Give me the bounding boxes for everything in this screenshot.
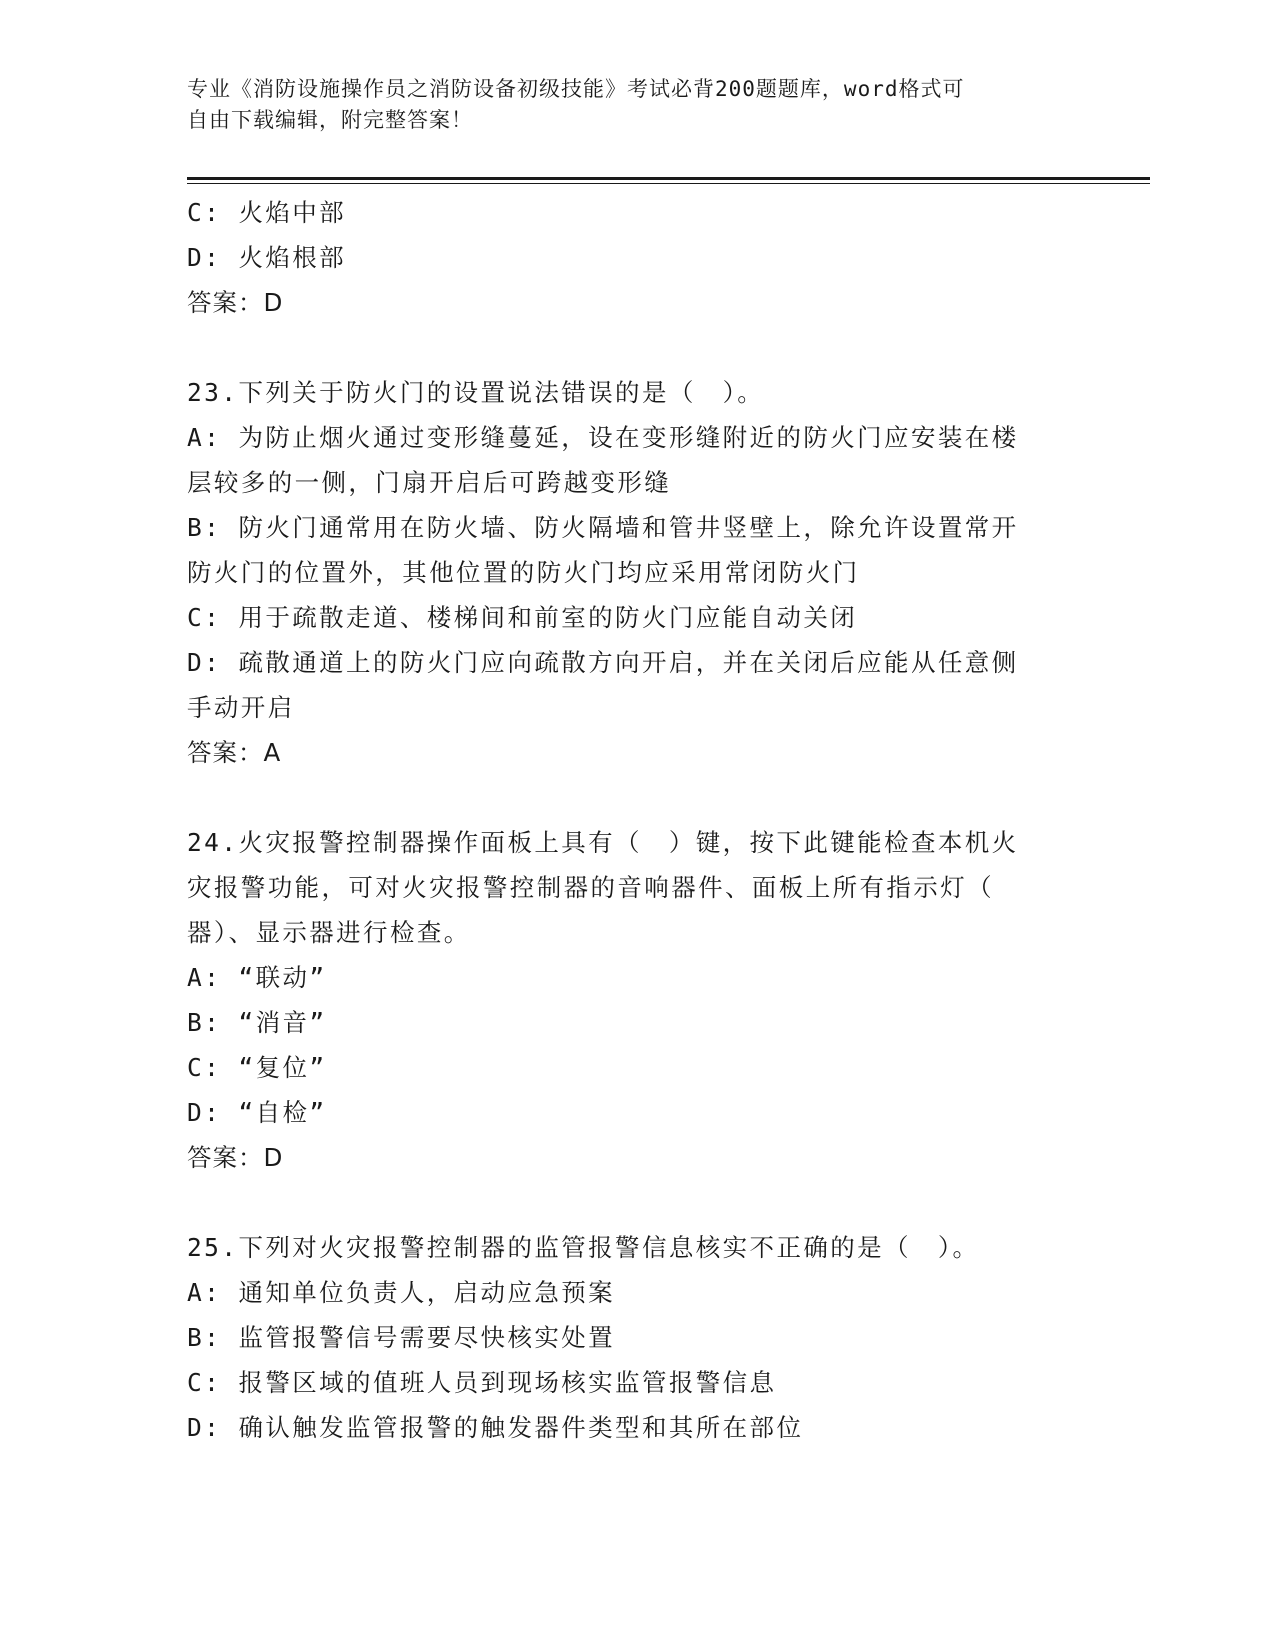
option-b-line-1: B: 防火门通常用在防火墙、防火隔墙和管井竖壁上，除允许设置常开: [187, 513, 1019, 542]
option-c: C: 报警区域的值班人员到现场核实监管报警信息: [187, 1368, 777, 1397]
question-stem-line-2: 灾报警功能，可对火灾报警控制器的音响器件、面板上所有指示灯（: [187, 873, 994, 902]
question-content: [187, 190, 1087, 1450]
answer-line: 答案：D: [187, 1143, 284, 1172]
header-title-line-1: 专业《消防设施操作员之消防设备初级技能》考试必背200题题库，word格式可: [187, 77, 965, 101]
option-d-line-1: D: 疏散通道上的防火门应向疏散方向开启，并在关闭后应能从任意侧: [187, 648, 1019, 677]
option-c: C: “复位”: [187, 1053, 327, 1082]
question-22-tail: [187, 190, 1087, 325]
option-b-line-2: 防火门的位置外，其他位置的防火门均应采用常闭防火门: [187, 558, 860, 587]
option-a-line-1: A: 为防止烟火通过变形缝蔓延，设在变形缝附近的防火门应安装在楼: [187, 423, 1019, 452]
option-a: A: “联动”: [187, 963, 327, 992]
option-d: D: 火焰根部: [187, 243, 347, 272]
option-d: D: 确认触发监管报警的触发器件类型和其所在部位: [187, 1413, 804, 1442]
answer-line: 答案：D: [187, 288, 284, 317]
option-a-line-2: 层较多的一侧，门扇开启后可跨越变形缝: [187, 468, 672, 497]
question-stem: 23.下列关于防火门的设置说法错误的是（ ）。: [187, 378, 765, 407]
option-c: C: 用于疏散走道、楼梯间和前室的防火门应能自动关闭: [187, 603, 858, 632]
question-23: [187, 370, 1087, 775]
header-divider-thin: [187, 183, 1150, 184]
option-a: A: 通知单位负责人，启动应急预案: [187, 1278, 616, 1307]
option-b: B: “消音”: [187, 1008, 327, 1037]
question-24: [187, 820, 1087, 1180]
option-b: B: 监管报警信号需要尽快核实处置: [187, 1323, 616, 1352]
question-stem-line-3: 器）、显示器进行检查。: [187, 918, 471, 947]
question-stem-line-1: 24.火灾报警控制器操作面板上具有（ ）键，按下此键能检查本机火: [187, 828, 1019, 857]
option-c: C: 火焰中部: [187, 198, 347, 227]
header-title-line-2: 自由下载编辑，附完整答案！: [187, 108, 473, 132]
option-d: D: “自检”: [187, 1098, 327, 1127]
header-divider-thick: [187, 177, 1150, 180]
answer-line: 答案：A: [187, 738, 282, 767]
page-header: [187, 74, 1087, 136]
question-25: [187, 1225, 1087, 1450]
option-d-line-2: 手动开启: [187, 693, 295, 722]
question-stem: 25.下列对火灾报警控制器的监管报警信息核实不正确的是（ ）。: [187, 1233, 980, 1262]
